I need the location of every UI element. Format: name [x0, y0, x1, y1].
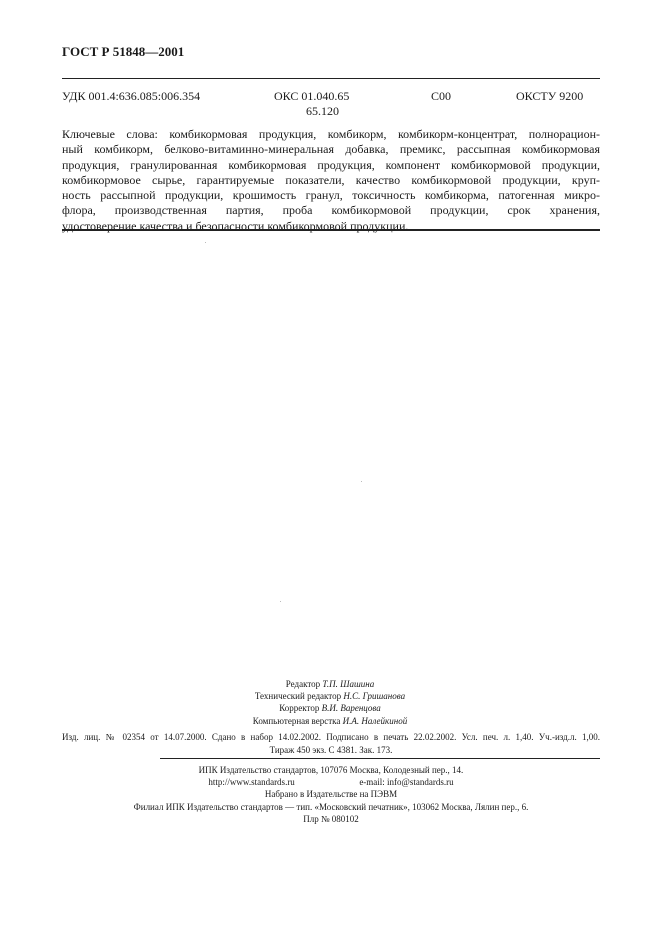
credit-tech-editor: Технический редактор Н.С. Гришанова — [254, 691, 406, 702]
credit-layout: Компьютерная верстка И.А. Налейкиной — [252, 715, 408, 726]
publisher-line: Плр № 080102 — [303, 813, 359, 824]
oks-code-secondary: 65.120 — [306, 104, 339, 118]
keywords-line: Ключевые слова: комбикормовая продукция, комбикорм, комбикорм-концентрат, полнорацион- — [62, 127, 600, 141]
publication-line: Тираж 450 экз. С 4381. Зак. 173. — [269, 744, 393, 755]
document-header: ГОСТ Р 51848—2001 — [62, 44, 185, 59]
scan-speck — [361, 481, 362, 482]
publisher-info — [62, 764, 600, 825]
classifier-code: С00 — [431, 89, 452, 103]
publisher-divider — [160, 758, 600, 759]
publisher-contacts — [62, 776, 600, 788]
publisher-website[interactable]: http://www.standards.ru — [208, 777, 295, 788]
keywords-line: комбикормовое сырье, гарантируемые показатели, качество комбикормовой продукции, круп- — [62, 172, 600, 187]
keywords-line: продукция, гранулированная комбикормовая продукция, компонент комбикормовой продукции, — [62, 157, 600, 172]
keywords-divider — [62, 229, 600, 231]
scan-speck — [205, 242, 206, 243]
publication-info — [62, 731, 600, 756]
okstu-code: ОКСТУ 9200 — [516, 89, 584, 103]
credits-block — [200, 678, 460, 727]
keywords-line: флора, производственная партия, проба комбикормовой продукции, срок хранения, — [62, 203, 600, 218]
udk-code: УДК 001.4:636.085:006.354 — [62, 89, 201, 103]
keywords-block — [62, 127, 600, 234]
credit-editor: Редактор Т.П. Шашина — [285, 679, 375, 689]
publication-line: Изд. лиц. № 02354 от 14.07.2000. Сдано в набор 14.02.2002. Подписано в печать 22.02.2002. Усл. печ. л. 1,40. Уч.-изд.л. 1,00. — [62, 732, 600, 742]
header-divider — [62, 78, 600, 79]
keywords-line: ный комбикорм, белково-витаминно-минеральная добавка, премикс, рассыпная комбикормовая — [62, 142, 600, 157]
publisher-email[interactable]: e-mail: info@standards.ru — [359, 777, 454, 788]
keywords-line: удостоверение качества и безопасности комбикормовой продукции. — [62, 218, 409, 233]
publisher-line: Набрано в Издательстве на ПЭВМ — [264, 789, 398, 800]
keywords-line: ность рассыпной продукции, крошимость гранул, токсичность комбикорма, патогенная микро- — [62, 188, 600, 203]
oks-code — [274, 89, 349, 119]
publisher-line: Филиал ИПК Издательство стандартов — тип. «Московский печатник», 103062 Москва, Лялин пер., 6. — [133, 801, 529, 812]
credit-corrector: Корректор В.И. Варенцова — [279, 703, 381, 714]
publisher-line: ИПК Издательство стандартов, 107076 Москва, Колодезный пер., 14. — [198, 765, 464, 775]
scan-speck — [280, 601, 281, 602]
oks-code-primary: ОКС 01.040.65 — [274, 89, 350, 103]
